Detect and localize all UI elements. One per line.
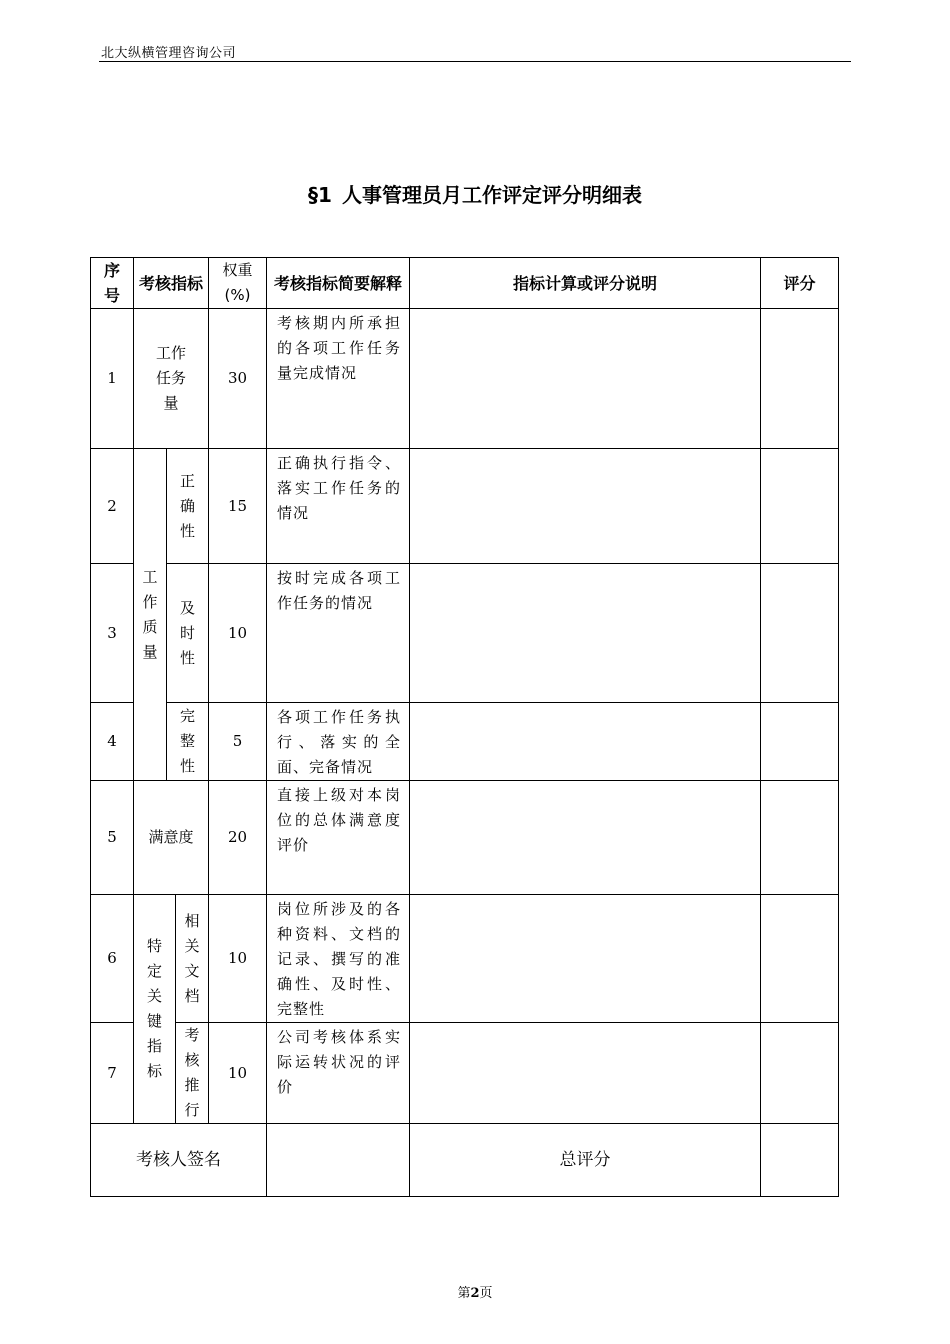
signer-signature-cell[interactable] <box>267 1124 410 1197</box>
row-indicator: 及时性 <box>167 564 209 703</box>
row-seq: 2 <box>91 449 134 564</box>
row-seq: 1 <box>91 309 134 449</box>
row-weight: 30 <box>209 309 267 449</box>
col-header-seq: 序号 <box>91 258 134 309</box>
row-weight: 20 <box>209 781 267 895</box>
row-score-cell[interactable] <box>761 309 839 449</box>
row-calc-cell[interactable] <box>410 564 761 703</box>
row-seq: 6 <box>91 895 134 1023</box>
col-header-score: 评分 <box>761 258 839 309</box>
row-weight: 15 <box>209 449 267 564</box>
table-footer-row <box>91 1124 839 1197</box>
row-weight: 10 <box>209 564 267 703</box>
row-description: 考核期内所承担的各项工作任务量完成情况 <box>267 309 410 449</box>
row-weight: 5 <box>209 703 267 781</box>
row-weight: 10 <box>209 895 267 1023</box>
table-row <box>91 895 839 1023</box>
row-seq: 4 <box>91 703 134 781</box>
row-calc-cell[interactable] <box>410 309 761 449</box>
row-description: 公司考核体系实际运转状况的评价 <box>267 1023 410 1124</box>
row-description: 直接上级对本岗位的总体满意度评价 <box>267 781 410 895</box>
row-calc-cell[interactable] <box>410 703 761 781</box>
title-text: 人事管理员月工作评定评分明细表 <box>341 183 642 207</box>
row-description: 岗位所涉及的各种资料、文档的记录、撰写的准确性、及时性、完整性 <box>267 895 410 1023</box>
col-header-brief: 考核指标简要解释 <box>267 258 410 309</box>
row-score-cell[interactable] <box>761 781 839 895</box>
table-row <box>91 703 839 781</box>
row-seq: 5 <box>91 781 134 895</box>
evaluation-table <box>90 257 839 1197</box>
row-indicator: 完整性 <box>167 703 209 781</box>
page-number: 第2页 <box>457 1286 493 1301</box>
row-indicator: 相关文档 <box>176 895 209 1023</box>
row-score-cell[interactable] <box>761 703 839 781</box>
title-section-mark: §1 <box>308 183 332 207</box>
table-row <box>91 1023 839 1124</box>
row-calc-cell[interactable] <box>410 1023 761 1124</box>
row-score-cell[interactable] <box>761 1023 839 1124</box>
header-rule <box>99 61 851 62</box>
row-score-cell[interactable] <box>761 564 839 703</box>
row-weight: 10 <box>209 1023 267 1124</box>
group-label-quality: 工作质量 <box>134 449 167 781</box>
table-row <box>91 564 839 703</box>
row-calc-cell[interactable] <box>410 895 761 1023</box>
row-seq: 7 <box>91 1023 134 1124</box>
group-label-kpi: 特定关键指标 <box>134 895 176 1124</box>
row-indicator: 工作任务量 <box>134 309 209 449</box>
row-score-cell[interactable] <box>761 449 839 564</box>
col-header-indicator: 考核指标 <box>134 258 209 309</box>
col-header-calc: 指标计算或评分说明 <box>410 258 761 309</box>
row-description: 正确执行指令、落实工作任务的情况 <box>267 449 410 564</box>
document-title <box>0 179 950 208</box>
row-description: 各项工作任务执行、落实的全面、完备情况 <box>267 703 410 781</box>
row-calc-cell[interactable] <box>410 781 761 895</box>
row-indicator: 满意度 <box>134 781 209 895</box>
table-row <box>91 449 839 564</box>
table-row <box>91 781 839 895</box>
page-header-company: 北大纵横管理咨询公司 <box>101 46 237 61</box>
signer-label: 考核人签名 <box>91 1124 267 1197</box>
row-seq: 3 <box>91 564 134 703</box>
row-indicator: 正确性 <box>167 449 209 564</box>
row-indicator: 考核推行 <box>176 1023 209 1124</box>
row-description: 按时完成各项工作任务的情况 <box>267 564 410 703</box>
table-row <box>91 309 839 449</box>
col-header-weight: 权重(%) <box>209 258 267 309</box>
total-score-cell[interactable] <box>761 1124 839 1197</box>
row-calc-cell[interactable] <box>410 449 761 564</box>
table-header-row <box>91 258 839 309</box>
row-score-cell[interactable] <box>761 895 839 1023</box>
total-score-label: 总评分 <box>410 1124 761 1197</box>
